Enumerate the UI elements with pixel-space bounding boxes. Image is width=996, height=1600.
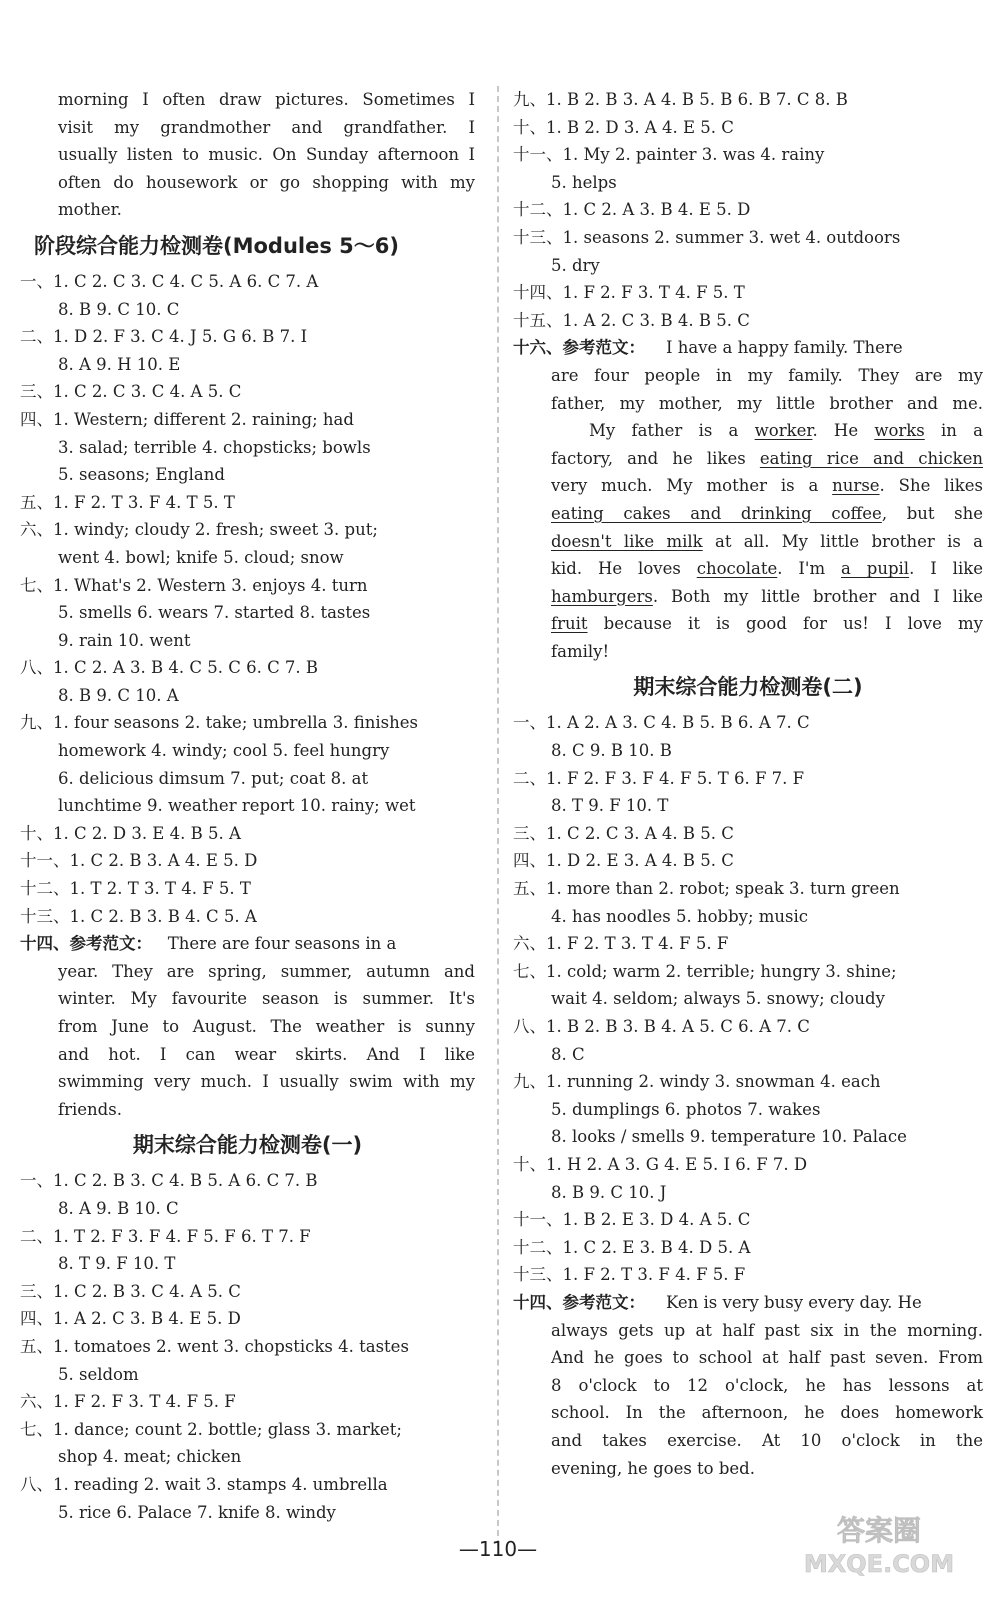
answer-line: 8. C 9. B 10. B xyxy=(551,741,672,761)
essay-first-line: Ken is very busy every day. He xyxy=(665,1292,922,1312)
sample-essay-family xyxy=(513,362,983,666)
essay-line: always gets up at half past six in the morning. xyxy=(551,1320,983,1340)
essay-line: year. They are spring, summer, autumn and xyxy=(58,961,475,981)
answer-line: 十二、1. C 2. A 3. B 4. E 5. D xyxy=(513,200,751,220)
answer-line: 5. smells 6. wears 7. started 8. tastes xyxy=(58,603,371,623)
answer-line: 十、1. B 2. D 3. A 4. E 5. C xyxy=(513,117,734,137)
answer-line: 8. T 9. F 10. T xyxy=(551,796,669,816)
text-run: very much. My mother is a xyxy=(551,476,833,496)
right-column xyxy=(513,86,983,1482)
answer-line: 十一、1. C 2. B 3. A 4. E 5. D xyxy=(20,851,258,871)
text-run: My father is a xyxy=(589,421,755,441)
essay-first-line: There are four seasons in a xyxy=(167,934,397,954)
svg-text:MXQE.COM: MXQE.COM xyxy=(803,1550,955,1578)
answer-line: 5. helps xyxy=(551,172,617,192)
answer-line: 五、1. tomatoes 2. went 3. chopsticks 4. tastes xyxy=(20,1336,409,1356)
essay-line: father, my mother, my little brother and me. xyxy=(551,393,983,413)
essay-line xyxy=(551,417,983,445)
answer-line: 十五、1. A 2. C 3. B 4. B 5. C xyxy=(513,310,750,330)
answer-line: 二、1. D 2. F 3. C 4. J 5. G 6. B 7. I xyxy=(20,327,308,347)
essay-label-line xyxy=(513,334,983,362)
underlined-word: eating cakes and drinking coffee xyxy=(551,503,882,523)
answer-line: 5. dry xyxy=(551,255,600,275)
answer-line: 8. looks / smells 9. temperature 10. Palace xyxy=(551,1127,907,1147)
text-run: . I'm xyxy=(777,559,842,579)
answer-line: 四、1. A 2. C 3. B 4. E 5. D xyxy=(20,1309,241,1329)
answer-line: 十二、1. T 2. T 3. T 4. F 5. T xyxy=(20,879,251,899)
answer-line: 七、1. dance; count 2. bottle; glass 3. market; xyxy=(20,1419,402,1439)
answer-line: 4. has noodles 5. hobby; music xyxy=(551,906,809,926)
text-run: . She likes xyxy=(879,476,984,496)
answer-line: 一、1. A 2. A 3. C 4. B 5. B 6. A 7. C xyxy=(513,713,810,733)
text-run: , but she xyxy=(881,503,983,523)
answer-line: 九、1. B 2. B 3. A 4. B 5. B 6. B 7. C 8. B xyxy=(513,90,848,109)
answer-line: 十一、1. B 2. E 3. D 4. A 5. C xyxy=(513,1210,751,1230)
answer-line: 8. B 9. C 10. A xyxy=(58,685,179,705)
text-run: kid. He loves xyxy=(551,559,697,579)
answer-line: 5. seasons; England xyxy=(58,465,225,485)
answer-line: 八、1. C 2. A 3. B 4. C 5. C 6. C 7. B xyxy=(20,658,319,678)
essay-continuation xyxy=(20,86,475,224)
page-number: —110— xyxy=(458,1537,538,1561)
answer-line: 八、1. reading 2. wait 3. stamps 4. umbrella xyxy=(20,1474,388,1494)
answer-line: 三、1. C 2. C 3. A 4. B 5. C xyxy=(513,823,734,843)
essay-label: 十四、参考范文： xyxy=(20,934,152,954)
answer-line: 十三、1. C 2. B 3. B 4. C 5. A xyxy=(20,906,257,926)
answer-line: 8. A 9. H 10. E xyxy=(58,354,181,374)
answer-line: 十、1. H 2. A 3. G 4. E 5. I 6. F 7. D xyxy=(513,1154,808,1174)
answer-line: 三、1. C 2. B 3. C 4. A 5. C xyxy=(20,1281,241,1301)
answer-line: 8. B 9. C 10. C xyxy=(58,299,180,319)
essay-line xyxy=(551,445,983,473)
answer-line: homework 4. windy; cool 5. feel hungry xyxy=(58,741,390,761)
answer-line: went 4. bowl; knife 5. cloud; snow xyxy=(58,547,344,567)
underlined-word: doesn't like milk xyxy=(551,531,703,551)
answer-line: 8. A 9. B 10. C xyxy=(58,1198,179,1218)
essay-label: 十六、参考范文： xyxy=(513,338,645,358)
underlined-word: a pupil xyxy=(841,559,910,579)
essay-line: are four people in my family. They are my xyxy=(551,365,983,385)
essay-line: and hot. I can wear skirts. And I like xyxy=(58,1044,475,1064)
underlined-word: eating rice and chicken xyxy=(759,448,984,468)
essay-line: winter. My favourite season is summer. It's xyxy=(58,989,475,1009)
svg-text:答案圈: 答案圈 xyxy=(836,1514,922,1547)
essay-line: mother. xyxy=(58,200,122,220)
essay-line: 8 o'clock to 12 o'clock, he has lessons at xyxy=(551,1375,983,1395)
answer-line: 十一、1. My 2. painter 3. was 4. rainy xyxy=(513,145,825,165)
essay-line xyxy=(551,472,983,500)
answer-line: 十、1. C 2. D 3. E 4. B 5. A xyxy=(20,823,241,843)
text-run: factory, and he likes xyxy=(551,448,760,468)
answer-line: 七、1. What's 2. Western 3. enjoys 4. turn xyxy=(20,575,368,595)
essay-line: and takes exercise. At 10 o'clock in the xyxy=(551,1430,983,1450)
underlined-word: chocolate xyxy=(696,559,778,579)
answer-line: 十二、1. C 2. E 3. B 4. D 5. A xyxy=(513,1237,751,1257)
essay-line: from June to August. The weather is sunny xyxy=(58,1017,475,1036)
answer-line: 8. T 9. F 10. T xyxy=(58,1254,176,1274)
answer-line: 十三、1. seasons 2. summer 3. wet 4. outdoors xyxy=(513,227,901,247)
essay-label: 十四、参考范文： xyxy=(513,1292,645,1312)
answer-line: lunchtime 9. weather report 10. rainy; wet xyxy=(58,796,416,816)
text-run: in a xyxy=(924,421,984,441)
essay-label-line xyxy=(20,930,475,958)
answer-line: 一、1. C 2. C 3. C 4. C 5. A 6. C 7. A xyxy=(20,271,319,291)
answer-line: 九、1. running 2. windy 3. snowman 4. each xyxy=(513,1072,881,1092)
essay-line: visit my grandmother and grandfather. I xyxy=(58,117,475,137)
column-divider xyxy=(497,86,499,1546)
underlined-word: nurse xyxy=(832,476,880,496)
answer-line: 三、1. C 2. C 3. C 4. A 5. C xyxy=(20,382,242,402)
section-heading-final-1: 期末综合能力检测卷(一) xyxy=(132,1133,363,1158)
answer-line: 5. seldom xyxy=(58,1364,139,1384)
essay-line: often do housework or go shopping with my xyxy=(58,172,475,192)
answer-line: 二、1. F 2. F 3. F 4. F 5. T 6. F 7. F xyxy=(513,768,805,788)
answer-line: 五、1. F 2. T 3. F 4. T 5. T xyxy=(20,492,235,512)
essay-label-line xyxy=(513,1289,983,1317)
answer-line: 5. dumplings 6. photos 7. wakes xyxy=(551,1099,821,1119)
text-run: . Both my little brother and I like xyxy=(652,586,983,606)
underlined-word: hamburgers xyxy=(551,586,653,606)
answer-line: 六、1. F 2. F 3. T 4. F 5. F xyxy=(20,1392,236,1412)
text-run: . He xyxy=(812,421,875,441)
watermark-logo xyxy=(774,1510,984,1580)
answer-line: 六、1. F 2. T 3. T 4. F 5. F xyxy=(513,934,729,954)
answer-line: 6. delicious dimsum 7. put; coat 8. at xyxy=(58,768,369,788)
text-run: because it is good for us! I love my xyxy=(587,614,983,634)
section-heading-final-2: 期末综合能力检测卷(二) xyxy=(633,675,863,700)
left-column xyxy=(20,86,475,1526)
underlined-word: worker xyxy=(754,421,813,441)
essay-line xyxy=(551,610,983,638)
answer-line: 十四、1. F 2. F 3. T 4. F 5. T xyxy=(513,283,745,303)
answer-line: 十三、1. F 2. T 3. F 4. F 5. F xyxy=(513,1265,746,1285)
answer-line: 一、1. C 2. B 3. C 4. B 5. A 6. C 7. B xyxy=(20,1171,318,1191)
text-run: at all. My little brother is a xyxy=(702,531,983,551)
answer-line: 3. salad; terrible 4. chopsticks; bowls xyxy=(58,437,371,457)
sample-essay-ken xyxy=(513,1317,983,1483)
essay-line: morning I often draw pictures. Sometimes I xyxy=(58,90,475,109)
essay-line: usually listen to music. On Sunday afternoon I xyxy=(58,145,475,165)
answer-line: 七、1. cold; warm 2. terrible; hungry 3. shine; xyxy=(513,961,897,981)
essay-line xyxy=(551,583,983,611)
underlined-word: works xyxy=(874,421,925,441)
answer-line: 四、1. Western; different 2. raining; had xyxy=(20,409,354,429)
essay-line: swimming very much. I usually swim with my xyxy=(58,1072,475,1092)
essay-line: evening, he goes to bed. xyxy=(551,1458,755,1478)
answer-line: 九、1. four seasons 2. take; umbrella 3. finishes xyxy=(20,713,418,733)
essay-line: school. In the afternoon, he does homework xyxy=(551,1403,983,1423)
section-heading-modules: 阶段综合能力检测卷(Modules 5～6) xyxy=(34,233,399,258)
essay-first-line: I have a happy family. There xyxy=(665,338,903,358)
essay-line: family! xyxy=(551,641,610,661)
essay-line xyxy=(551,500,983,528)
answer-line: 二、1. T 2. F 3. F 4. F 5. F 6. T 7. F xyxy=(20,1226,311,1246)
essay-line: And he goes to school at half past seven. From xyxy=(551,1348,983,1368)
underlined-word: fruit xyxy=(551,614,588,634)
answer-line: wait 4. seldom; always 5. snowy; cloudy xyxy=(551,989,885,1009)
text-run: . I like xyxy=(909,559,983,579)
answer-line: 五、1. more than 2. robot; speak 3. turn green xyxy=(513,879,900,899)
answer-line: 八、1. B 2. B 3. B 4. A 5. C 6. A 7. C xyxy=(513,1017,810,1036)
answer-line: 四、1. D 2. E 3. A 4. B 5. C xyxy=(513,851,734,871)
answer-line: 8. B 9. C 10. J xyxy=(551,1182,667,1202)
answer-line: shop 4. meat; chicken xyxy=(58,1447,242,1467)
answer-line: 六、1. windy; cloudy 2. fresh; sweet 3. put; xyxy=(20,520,378,540)
answer-line: 8. C xyxy=(551,1044,585,1064)
essay-line: friends. xyxy=(58,1099,122,1119)
answer-line: 9. rain 10. went xyxy=(58,630,191,650)
essay-line xyxy=(551,555,983,583)
answer-line: 5. rice 6. Palace 7. knife 8. windy xyxy=(58,1502,336,1522)
essay-line xyxy=(551,528,983,556)
sample-essay-seasons xyxy=(20,958,475,1124)
